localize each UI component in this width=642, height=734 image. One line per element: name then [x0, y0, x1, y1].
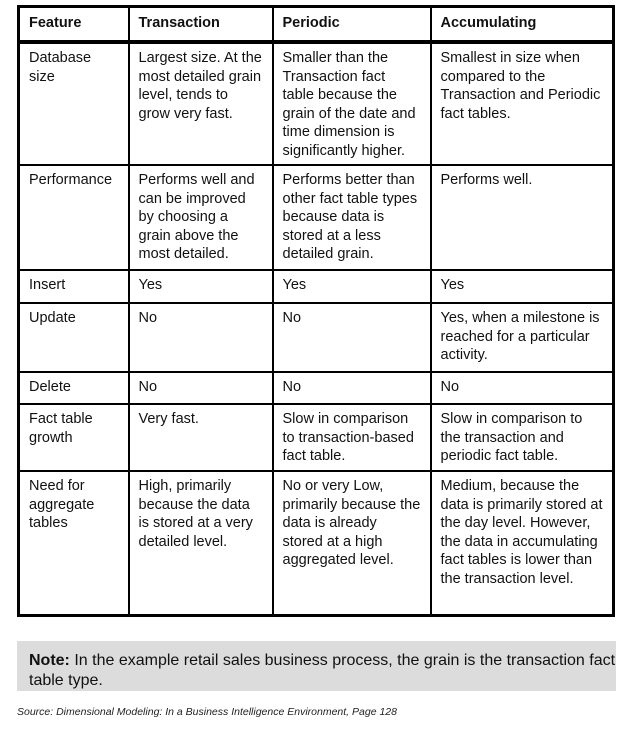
cell: Smallest in size when compared to the Transaction and Periodic fact tables.	[431, 42, 614, 165]
table-row	[19, 42, 614, 165]
cell: No or very Low, primarily because the data is already stored at a high aggregated level.	[273, 471, 431, 615]
cell: High, primarily because the data is stored at a very detailed level.	[129, 471, 273, 615]
cell: No	[431, 372, 614, 404]
cell: No	[129, 303, 273, 372]
note-label: Note:	[29, 652, 70, 669]
cell: Yes	[273, 270, 431, 303]
table-row	[19, 303, 614, 372]
cell: Fact table growth	[19, 404, 129, 471]
cell: Performs better than other fact table types because data is stored at a less detailed grain.	[273, 165, 431, 270]
table-row	[19, 471, 614, 615]
cell: No	[273, 372, 431, 404]
fact-table-comparison	[17, 5, 615, 617]
header-row	[19, 7, 614, 43]
table-row	[19, 404, 614, 471]
cell: Update	[19, 303, 129, 372]
table-row	[19, 372, 614, 404]
cell: Yes	[431, 270, 614, 303]
cell: Insert	[19, 270, 129, 303]
cell: Delete	[19, 372, 129, 404]
cell: Performs well.	[431, 165, 614, 270]
cell: Need for aggregate tables	[19, 471, 129, 615]
cell: Database size	[19, 42, 129, 165]
header-transaction: Transaction	[129, 7, 273, 43]
header-feature: Feature	[19, 7, 129, 43]
header-periodic: Periodic	[273, 7, 431, 43]
cell: No	[273, 303, 431, 372]
cell: Largest size. At the most detailed grain level, tends to grow very fast.	[129, 42, 273, 165]
note-box	[17, 641, 616, 691]
cell: No	[129, 372, 273, 404]
header-accumulating: Accumulating	[431, 7, 614, 43]
cell: Performs well and can be improved by choosing a grain above the most detailed.	[129, 165, 273, 270]
cell: Performance	[19, 165, 129, 270]
cell: Yes	[129, 270, 273, 303]
cell: Very fast.	[129, 404, 273, 471]
source-caption: Source: Dimensional Modeling: In a Business Intelligence Environment, Page 128	[17, 706, 397, 718]
cell: Slow in comparison to transaction-based fact table.	[273, 404, 431, 471]
cell: Yes, when a milestone is reached for a particular activity.	[431, 303, 614, 372]
table-row	[19, 270, 614, 303]
table-row	[19, 165, 614, 270]
note-text: In the example retail sales business process, the grain is the transaction fact table type.	[29, 652, 616, 689]
cell: Smaller than the Transaction fact table because the grain of the date and time dimension is significantly higher.	[273, 42, 431, 165]
cell: Medium, because the data is primarily stored at the day level. However, the data in accumulating fact tables is lower than the transaction level.	[431, 471, 614, 615]
cell: Slow in comparison to the transaction and periodic fact table.	[431, 404, 614, 471]
